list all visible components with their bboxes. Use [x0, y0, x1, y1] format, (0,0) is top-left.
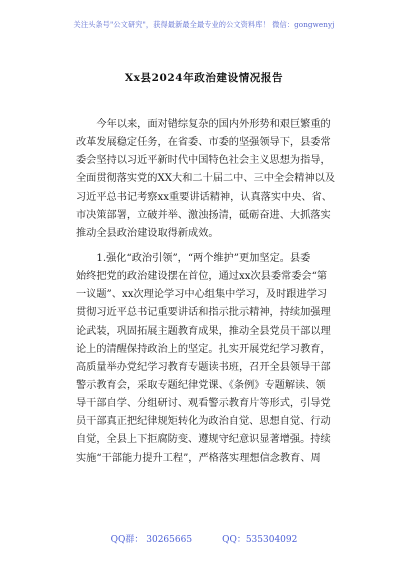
text-line: 贯彻习近平总书记重要讲话和指示批示精神，持续加强理 — [76, 307, 331, 319]
text-line: 一议题”、xx次理论学习中心组集中学习，及时跟进学习 — [76, 289, 328, 301]
text-line: 委会坚持以习近平新时代中国特色社会主义思想为指导， — [76, 155, 331, 167]
text-line: 推动全县政治建设取得新成效。 — [76, 227, 219, 239]
text-line: 1.强化“政治引领”，“两个维护”更加坚定。县委 — [96, 252, 311, 264]
text-line: 实施“干部能力提升工程”，严格落实理想信念教育、周 — [76, 452, 321, 464]
text-line: 论武装，巩固拓展主题教育成果，推动全县党员干部以理 — [76, 325, 331, 337]
footer-qq-group: QQ群： 30265665 — [110, 535, 193, 545]
text-line: 警示教育会，采取专题纪律党课、《条例》专题解读、领 — [76, 379, 326, 391]
document-title: Xx县2024年政治建设情况报告 — [124, 72, 284, 84]
text-line: 改革发展稳定任务，在省委、市委的坚强领导下，县委常 — [76, 137, 331, 149]
text-line: 今年以来，面对错综复杂的国内外形势和艰巨繁重的 — [96, 119, 331, 130]
text-line: 员干部真正把纪律规矩转化为政治自觉、思想自觉、行动 — [76, 416, 331, 428]
text-line: 始终把党的政治建设摆在首位，通过xx次县委常委会“第 — [76, 271, 328, 283]
text-line: 市决策部署，立破并举、激浊扬清，砥砺奋进、大抓落实 — [76, 209, 331, 221]
footer-qq-number: QQ：535304092 — [222, 535, 298, 545]
footer-contact — [0, 532, 408, 545]
text-line: 论上的清醒保持政治上的坚定。扎实开展党纪学习教育， — [76, 343, 331, 355]
header-banner: 关注头条号"公文研究"，获得最新最全最专业的公文资料库！ 微信：gongwenyj — [73, 20, 335, 29]
paragraph-section-1 — [76, 250, 342, 468]
text-line: 全面贯彻落实党的XX大和二十届二中、三中全会精神以及 — [76, 173, 336, 185]
text-line: 自觉，全县上下拒腐防变、遵规守纪意识显著增强。持续 — [76, 434, 331, 446]
text-line: 高质量举办党纪学习教育专题读书班，召开全县领导干部 — [76, 361, 331, 373]
text-line: 习近平总书记考察xx重要讲话精神，认真落实中央、省、 — [76, 191, 332, 203]
paragraph-intro — [76, 116, 342, 243]
paragraph-spacer — [76, 243, 342, 250]
text-line: 导干部自学、分组研讨、观看警示教育片等形式，引导党 — [76, 398, 331, 410]
document-body — [76, 116, 342, 468]
